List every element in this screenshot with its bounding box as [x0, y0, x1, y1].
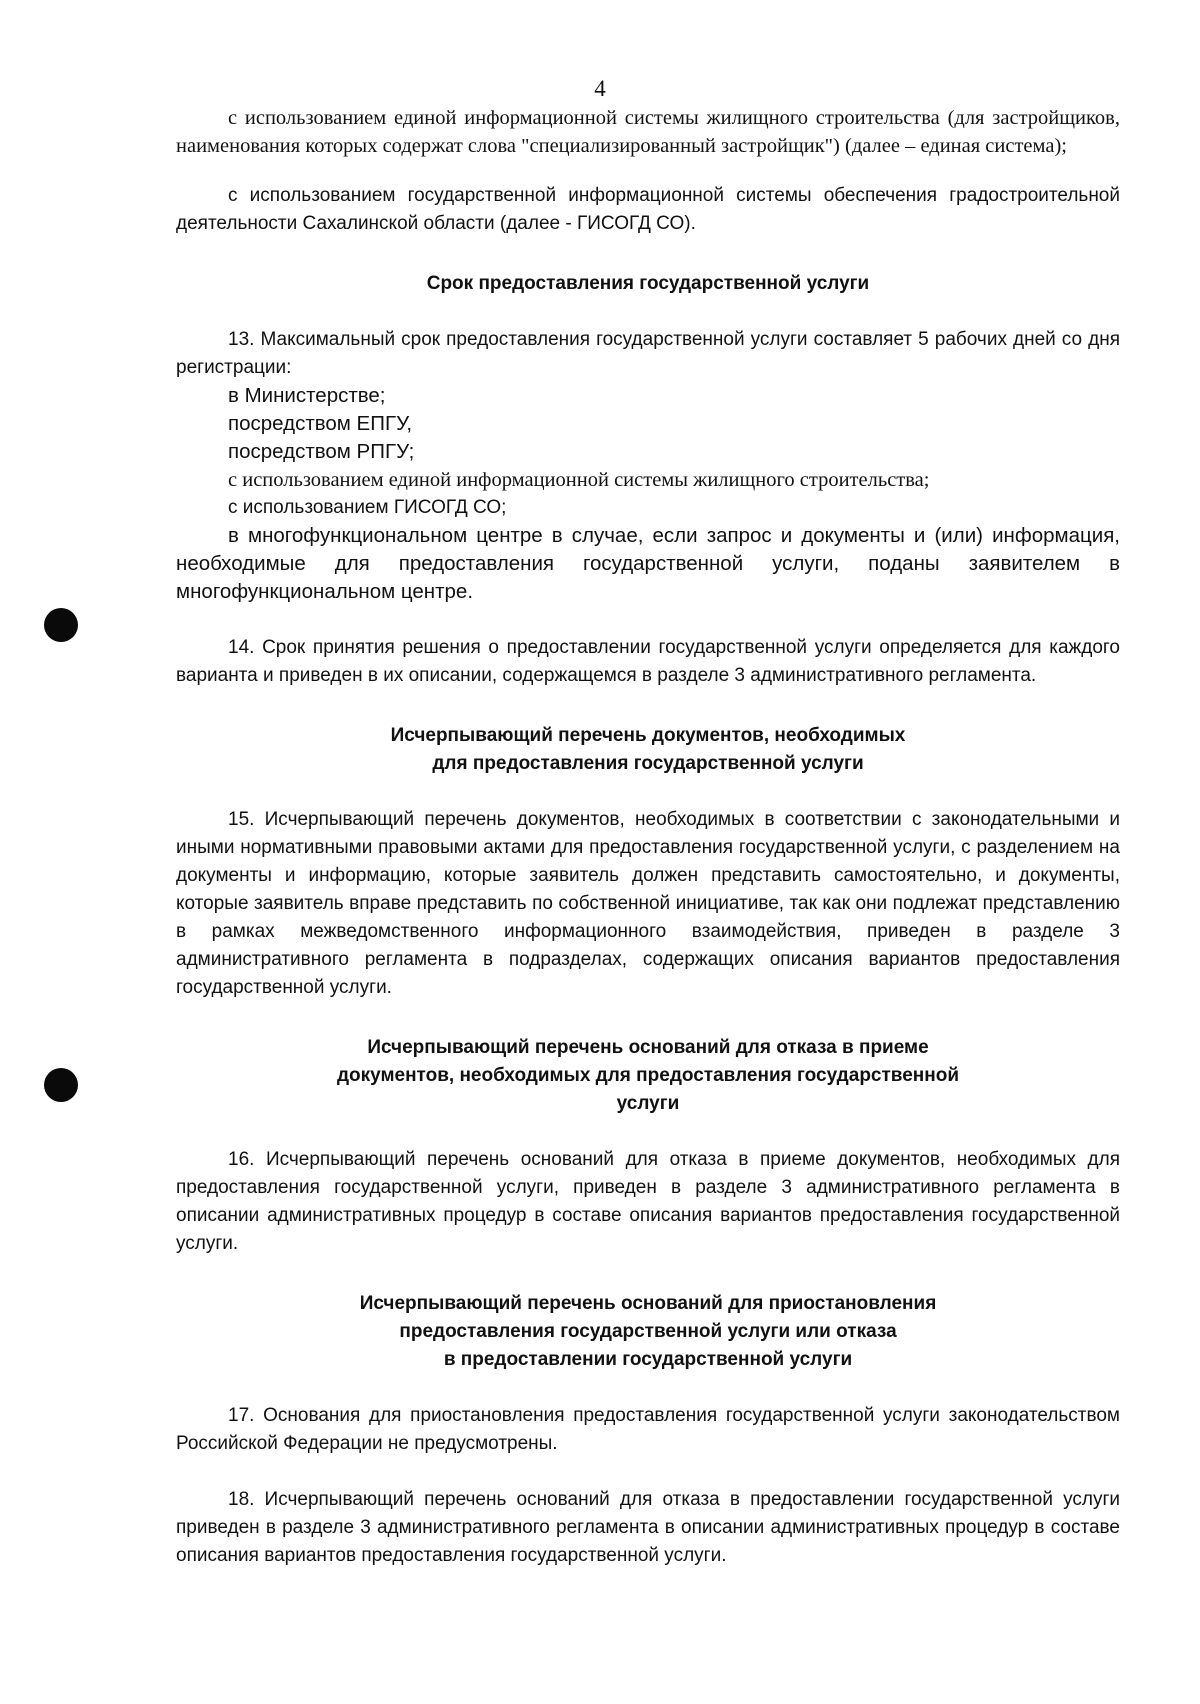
term-item-epgu: посредством ЕПГУ,	[228, 412, 413, 435]
page-number: 4	[594, 76, 606, 101]
paragraph-18: 18. Исчерпывающий перечень оснований для отказа в предоставлении государственной услуги приведен в разделе 3 административного регламента в описании административных процедур в составе описания вариантов предоставления государственной услуги.	[176, 1489, 1120, 1566]
heading-suspension-line-2: предоставления государственной услуги или отказа	[399, 1321, 897, 1342]
term-item-unified-system: с использованием единой информационной системы жилищного строительства;	[228, 469, 930, 491]
document-body	[176, 104, 1120, 1570]
heading-refusal-docs-line-1: Исчерпывающий перечень оснований для отказа в приеме	[367, 1037, 929, 1058]
heading-docs-line-2: для предоставления государственной услуги	[432, 753, 864, 774]
paragraph-14: 14. Срок принятия решения о предоставлении государственной услуги определяется для каждого варианта и приведен в их описании, содержащемся в разделе 3 административного регламента.	[176, 637, 1120, 686]
term-item-ministry: в Министерстве;	[228, 384, 386, 407]
term-item-mfc: в многофункциональном центре в случае, если запрос и документы и (или) информация, необходимые для предоставления государственной услуги, поданы заявителем в многофункциональном центре.	[176, 524, 1120, 603]
intro-paragraph-1: с использованием единой информационной системы жилищного строительства (для застройщиков, наименования которых содержат слова "специализированный застройщик") (далее – единая система);	[176, 107, 1120, 157]
paragraph-13: 13. Максимальный срок предоставления государственной услуги составляет 5 рабочих дней со дня регистрации:	[176, 329, 1120, 378]
intro-paragraph-2: с использованием государственной информационной системы обеспечения градостроительной деятельности Сахалинской области (далее - ГИСОГД СО).	[176, 185, 1120, 234]
heading-suspension-line-3: в предоставлении государственной услуги	[443, 1349, 853, 1370]
heading-term: Срок предоставления государственной услуги	[426, 273, 870, 294]
heading-refusal-docs-line-2: документов, необходимых для предоставления государственной	[336, 1065, 960, 1086]
paragraph-17: 17. Основания для приостановления предоставления государственной услуги законодательством Российской Федерации не предусмотрены.	[176, 1405, 1120, 1454]
heading-docs-line-1: Исчерпывающий перечень документов, необходимых	[390, 725, 906, 746]
heading-refusal-docs-line-3: услуги	[616, 1093, 680, 1114]
paragraph-16: 16. Исчерпывающий перечень оснований для отказа в приеме документов, необходимых для предоставления государственной услуги, приведен в разделе 3 административного регламента в описании административных процедур в составе описания вариантов предоставления государственной услуги.	[176, 1149, 1120, 1254]
paragraph-15: 15. Исчерпывающий перечень документов, необходимых в соответствии с законодательными и иными нормативными правовыми актами для предоставления государственной услуги, с разделением на документы и информацию, которые заявитель должен представить самостоятельно, и документы, которые заявитель вправе представить по собственной инициативе, так как они подлежат представлению в рамках межведомственного информационного взаимодействия, приведен в разделе 3 административного регламента в подразделах, содержащих описания вариантов предоставления государственной услуги.	[176, 809, 1120, 998]
term-item-rpgu: посредством РПГУ;	[228, 440, 415, 463]
punch-hole-top	[44, 608, 78, 642]
term-item-gisogd: с использованием ГИСОГД СО;	[228, 497, 507, 518]
heading-suspension-line-1: Исчерпывающий перечень оснований для приостановления	[359, 1293, 937, 1314]
punch-hole-bottom	[44, 1068, 78, 1102]
